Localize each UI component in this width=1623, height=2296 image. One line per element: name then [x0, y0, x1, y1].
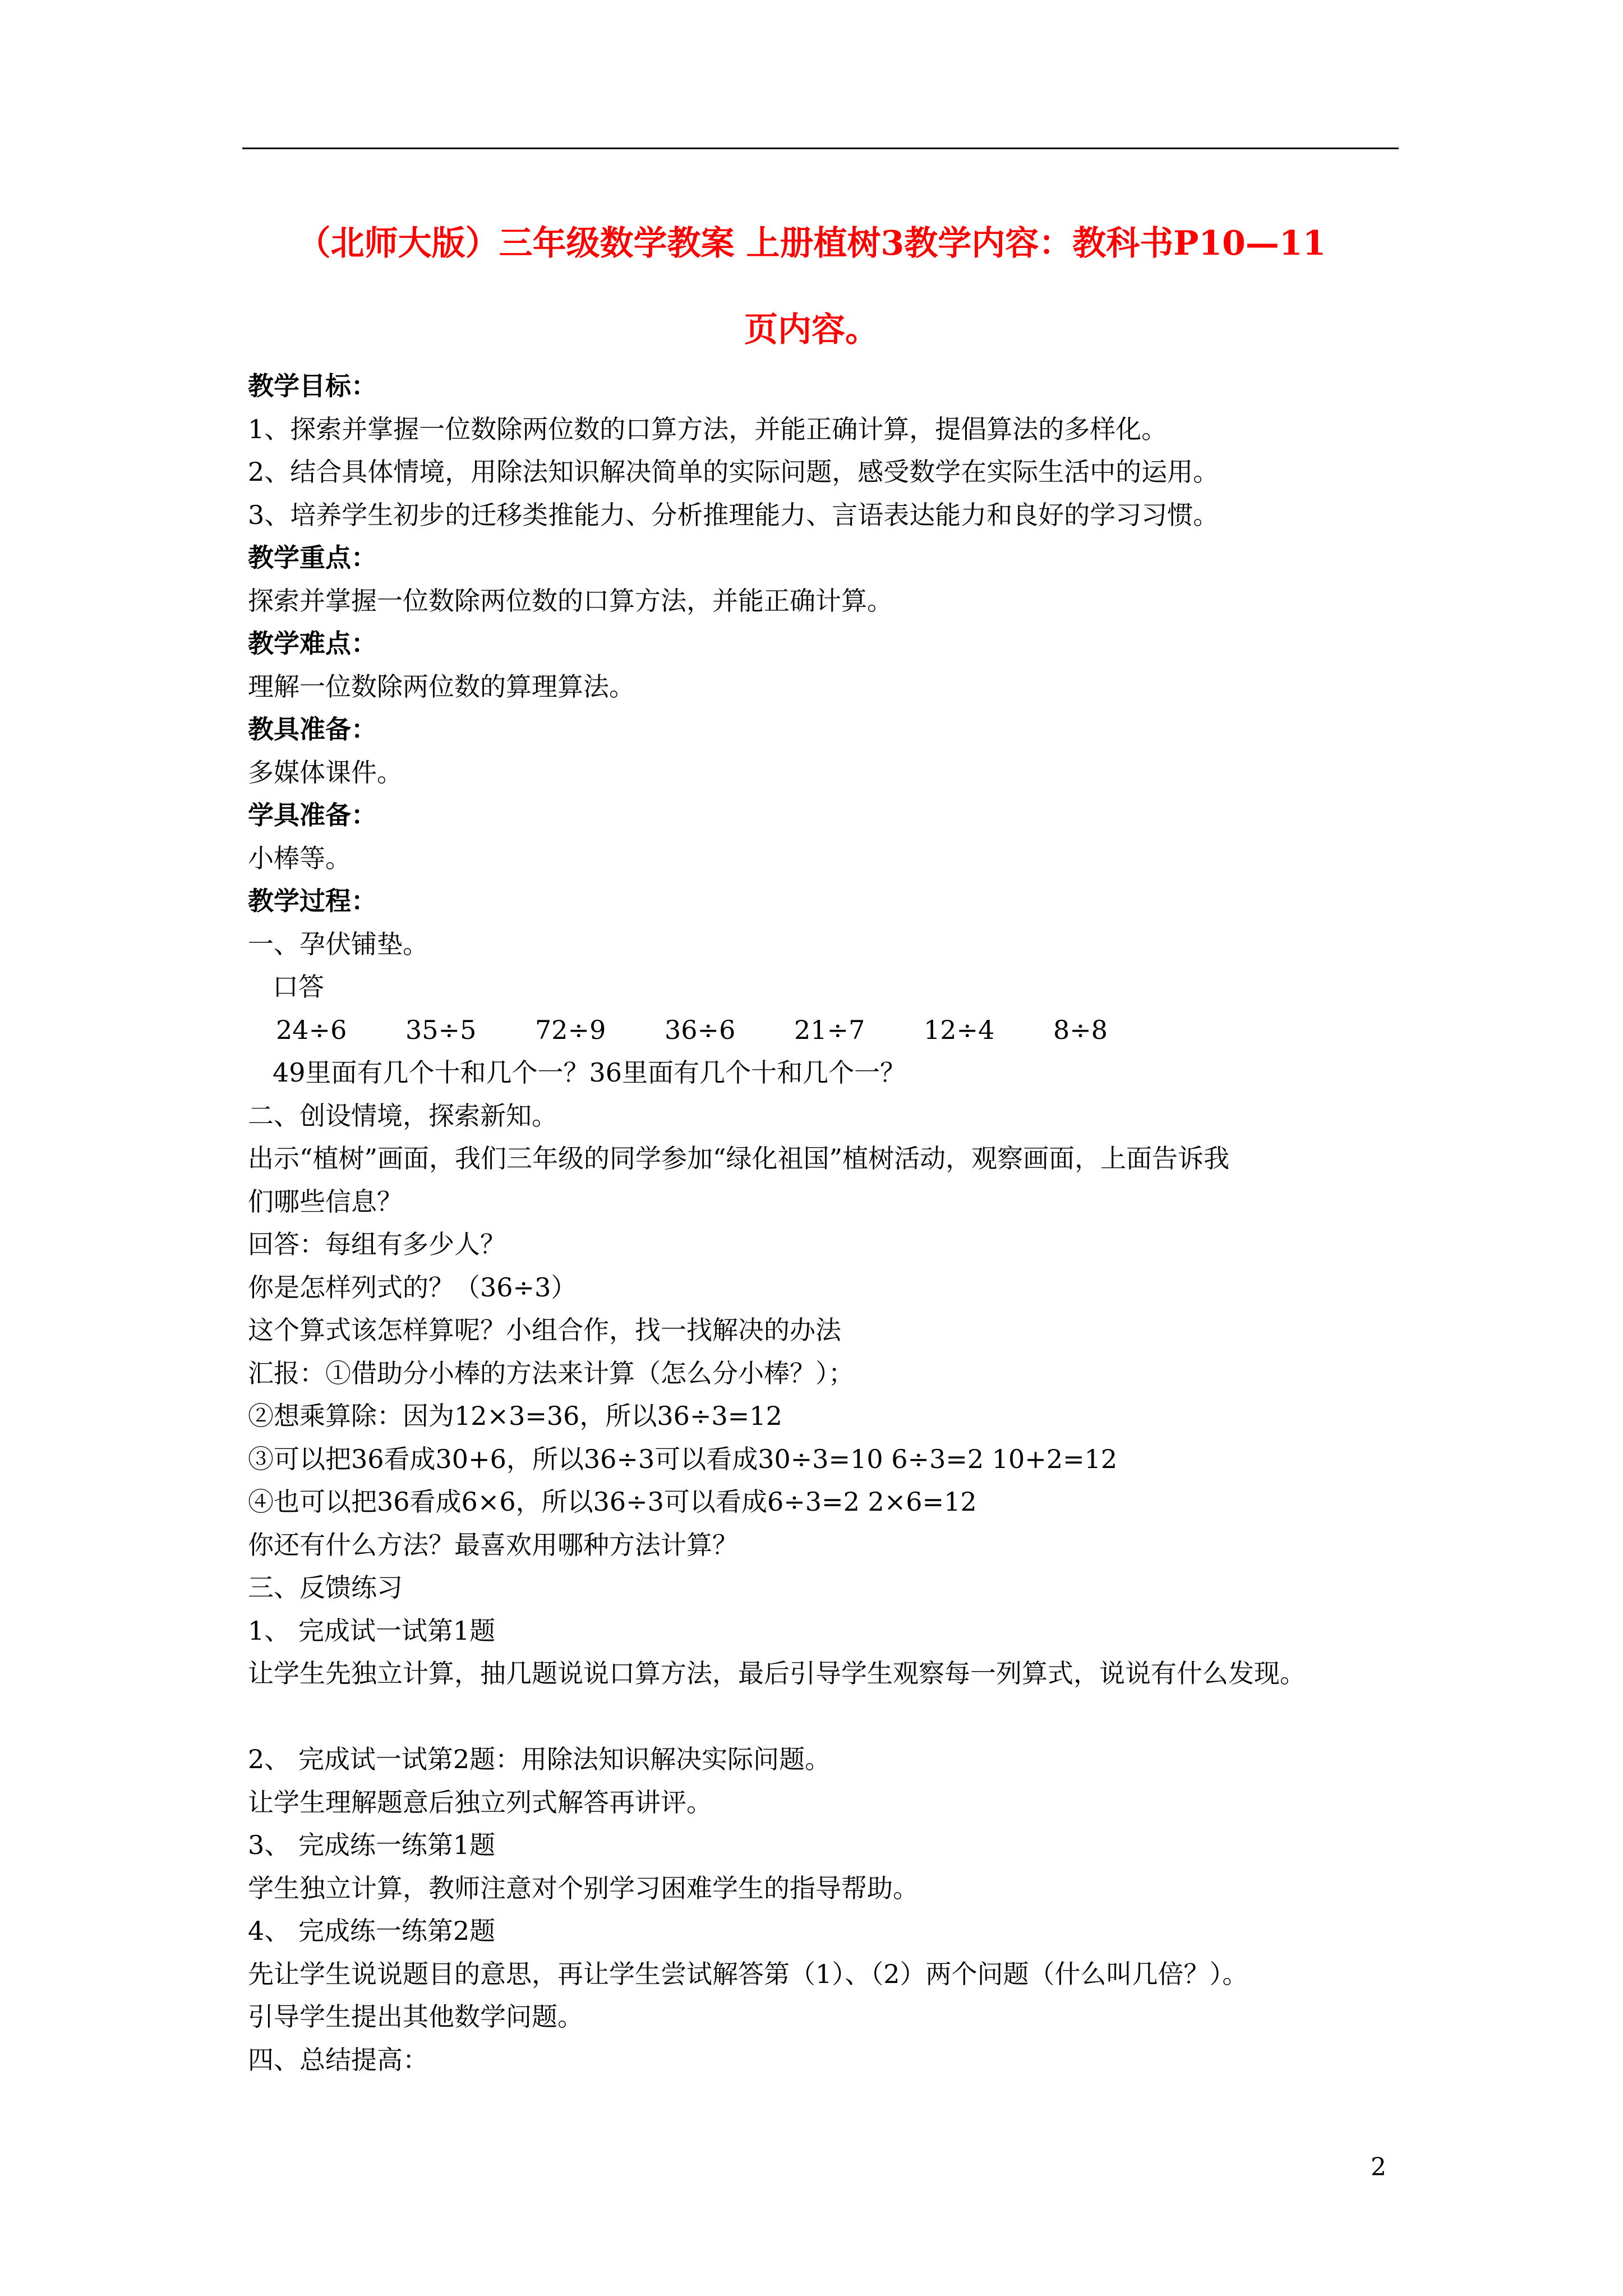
section3-line: 引导学生提出其他数学问题。	[248, 2001, 583, 2032]
teacher-tools-text: 多媒体课件。	[248, 757, 403, 788]
goal-item: 3、培养学生初步的迁移类推能力、分析推理能力、言语表达能力和良好的学习习惯。	[248, 499, 1219, 530]
student-tools-text: 小棒等。	[248, 843, 351, 873]
oral-item: 24÷6	[276, 1014, 347, 1045]
oral-item: 12÷4	[924, 1014, 995, 1045]
goal-item: 1、探索并掌握一位数除两位数的口算方法，并能正确计算，提倡算法的多样化。	[248, 413, 1168, 444]
section2-line: 回答：每组有多少人？	[248, 1229, 506, 1259]
section4-title: 四、总结提高：	[248, 2044, 428, 2075]
section3-line: 让学生理解题意后独立列式解答再讲评。	[248, 1787, 712, 1818]
oral-question: 49里面有几个十和几个一？36里面有几个十和几个一？	[273, 1057, 906, 1088]
goal-item: 2、结合具体情境，用除法知识解决简单的实际问题，感受数学在实际生活中的运用。	[248, 457, 1219, 487]
section2-line: 出示“植树”画面，我们三年级的同学参加“绿化祖国”植树活动，观察画面，上面告诉我	[248, 1143, 1230, 1174]
section2-line: ②想乘算除：因为12×3=36，所以36÷3=12	[248, 1401, 782, 1431]
document-body	[248, 365, 1403, 2081]
process-heading: 教学过程：	[248, 886, 377, 916]
goals-heading: 教学目标：	[248, 371, 377, 401]
section2-title: 二、创设情境，探索新知。	[248, 1100, 557, 1131]
section3-line: 1、 完成试一试第1题	[248, 1615, 496, 1646]
page-number: 2	[1371, 2153, 1386, 2182]
key-heading: 教学重点：	[248, 542, 377, 573]
section3-line: 学生独立计算，教师注意对个别学习困难学生的指导帮助。	[248, 1872, 919, 1903]
difficulty-text: 理解一位数除两位数的算理算法。	[248, 671, 635, 702]
key-text: 探索并掌握一位数除两位数的口算方法，并能正确计算。	[248, 585, 893, 616]
section3-line: 4、 完成练一练第2题	[248, 1916, 496, 1946]
section2-line: 你还有什么方法？最喜欢用哪种方法计算？	[248, 1529, 738, 1560]
difficulty-heading: 教学难点：	[248, 628, 377, 659]
section3-line: 3、 完成练一练第1题	[248, 1830, 496, 1860]
section3-line: 让学生先独立计算，抽几题说说口算方法，最后引导学生观察每一列算式，说说有什么发现。	[248, 1658, 1306, 1688]
oral-exercises	[248, 1009, 1403, 1052]
blank-line	[248, 1695, 1403, 1738]
student-tools-heading: 学具准备：	[248, 800, 377, 830]
section2-line: ③可以把36看成30+6，所以36÷3可以看成30÷3=10 6÷3=2 10+2=12	[248, 1443, 1118, 1474]
header-rule	[242, 148, 1399, 149]
oral-item: 35÷5	[405, 1014, 477, 1045]
section3-line: 2、 完成试一试第2题：用除法知识解决实际问题。	[248, 1744, 831, 1774]
document-title-line2: 页内容。	[744, 310, 879, 349]
oral-item: 72÷9	[535, 1014, 606, 1045]
teacher-tools-heading: 教具准备：	[248, 714, 377, 744]
oral-item: 21÷7	[794, 1014, 865, 1045]
section1-title: 一、孕伏铺垫。	[248, 928, 428, 959]
section3-title: 三、反馈练习	[248, 1572, 403, 1603]
oral-item: 8÷8	[1053, 1014, 1108, 1045]
section2-line: ④也可以把36看成6×6，所以36÷3可以看成6÷3=2 2×6=12	[248, 1487, 977, 1517]
section3-line: 先让学生说说题目的意思，再让学生尝试解答第（1）、（2）两个问题（什么叫几倍？）。	[248, 1958, 1248, 1989]
section2-line: 这个算式该怎样算呢？小组合作，找一找解决的办法	[248, 1315, 841, 1345]
document-title-line1: （北师大版）三年级数学教案 上册植树3教学内容：教科书P10—11	[297, 224, 1326, 263]
section2-line: 汇报：①借助分小棒的方法来计算（怎么分小棒？）；	[248, 1358, 854, 1388]
oral-label: 口答	[273, 972, 324, 1002]
section2-line: 你是怎样列式的？（36÷3）	[248, 1272, 577, 1303]
oral-item: 36÷6	[665, 1014, 736, 1045]
section2-line: 们哪些信息？	[248, 1186, 403, 1217]
